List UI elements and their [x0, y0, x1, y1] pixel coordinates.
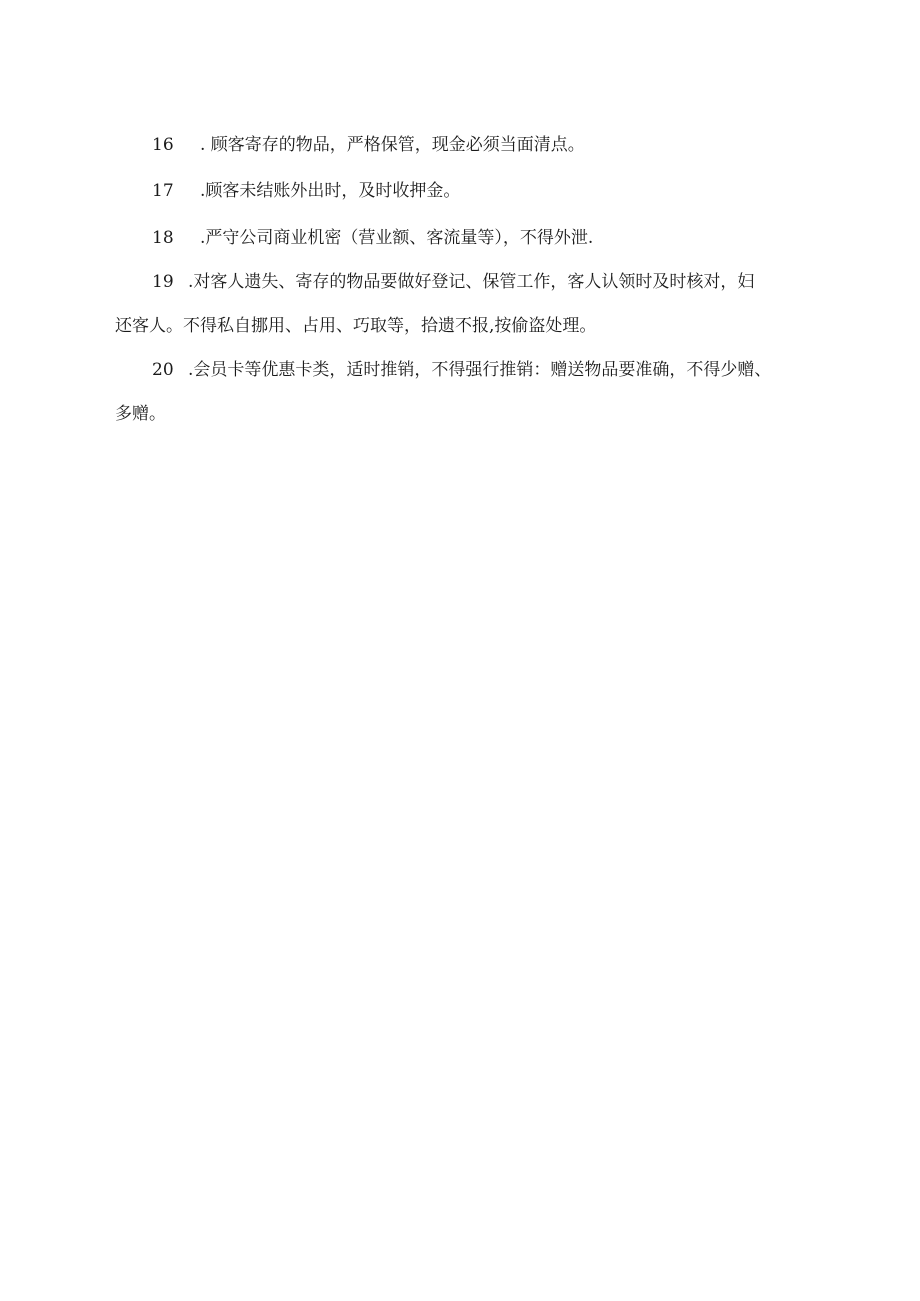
list-item-20 [115, 351, 805, 390]
list-item-17 [115, 172, 805, 211]
list-item-19-continuation [115, 307, 805, 346]
item-text-continuation: 多赠。 [115, 404, 166, 424]
list-item-16 [115, 126, 805, 165]
item-number: 20 [152, 360, 174, 380]
item-number: 17 [152, 181, 174, 201]
list-item-18 [115, 219, 805, 258]
item-text: .顾客未结账外出时，及时收押金。 [200, 181, 461, 201]
item-text: . 顾客寄存的物品，严格保管，现金必须当面清点。 [200, 135, 585, 155]
list-item-19 [115, 263, 805, 302]
item-number: 18 [152, 228, 174, 248]
item-number: 19 [152, 272, 174, 292]
item-text: .严守公司商业机密（营业额、客流量等），不得外泄. [200, 228, 594, 248]
item-text-continuation: 还客人。不得私自挪用、占用、巧取等，拾遗不报,按偷盗处理。 [115, 316, 597, 336]
item-text: .会员卡等优惠卡类，适时推销，不得强行推销：赠送物品要准确，不得少赠、 [188, 360, 772, 380]
item-text: .对客人遗失、寄存的物品要做好登记、保管工作，客人认领时及时核对，妇 [188, 272, 755, 292]
item-number: 16 [152, 135, 174, 155]
list-item-20-continuation [115, 395, 805, 434]
